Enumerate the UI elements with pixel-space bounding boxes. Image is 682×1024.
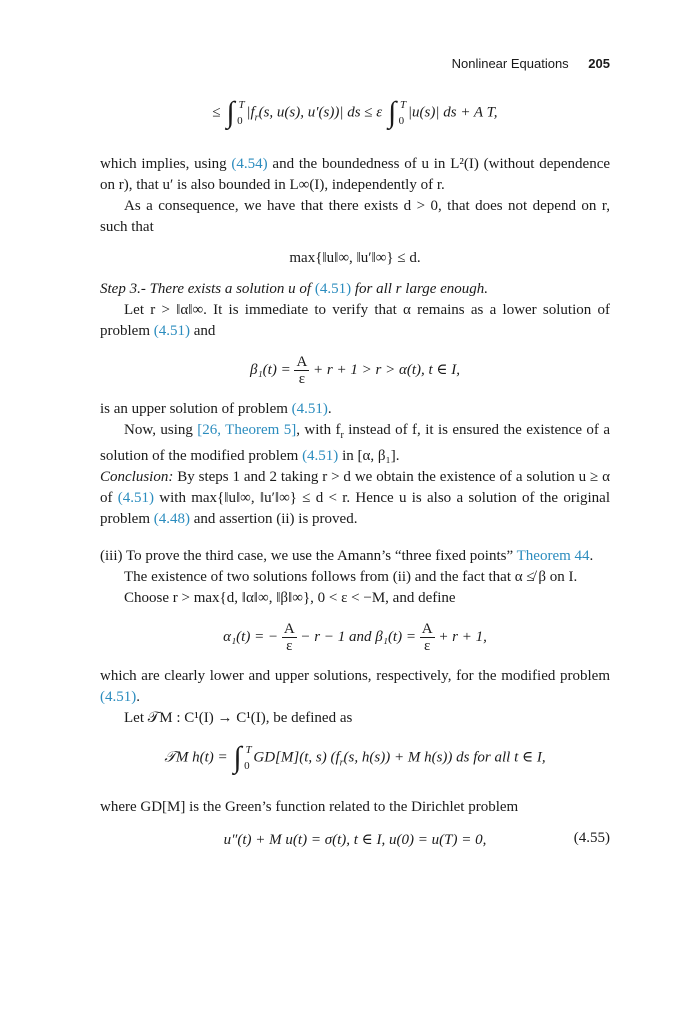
fraction: $\frac{A}{\varepsilon}$ — [421, 621, 433, 654]
paragraph-9: Choose r > max{d, ‖α‖∞, ‖β‖∞}, 0 < ε < −M, and define — [124, 590, 456, 606]
paragraph-iii: (iii) To prove the third case, we use the Amann’s “three fixed points” Theorem 44. — [100, 548, 594, 564]
paragraph-3: Let r > ‖α‖∞. It is immediate to verify that α remains as a lower solution of problem (4.51) and — [100, 302, 610, 339]
ref-theorem-44[interactable]: Theorem 44 — [516, 548, 590, 564]
ref-4-51[interactable]: (4.51) — [314, 281, 352, 297]
paragraph-10: which are clearly lower and upper solutions, respectively, for the modified problem (4.51). — [100, 668, 610, 705]
paragraph-8: The existence of two solutions follows from (ii) and the fact that α ≰ β on I. — [124, 569, 578, 585]
equation-top: ≤ ∫ T 0 $|f_r(s$, u(s), u′(s))| ds ≤ ε ∫ T 0 |u(s)| ds + A T, — [212, 96, 498, 129]
equation-beta: β₁(t) = $\frac{A}{\varepsilon}$ + r + 1 > r > α(t), t ∈ I, — [249, 354, 461, 387]
step-3-heading: Step 3.- There exists a solution u of (4.51) for all r large enough. — [100, 281, 489, 297]
running-title: Nonlinear Equations — [451, 56, 569, 71]
page-body — [100, 88, 610, 849]
equation-operator: 𝒯M h(t) = ∫ T 0 GD[M](t, s) ($f_r(s$, h(s)) + M h(s)) ds for all t ∈ I, — [164, 741, 546, 774]
ref-4-51[interactable]: (4.51) — [302, 448, 339, 464]
paragraph-4: is an upper solution of problem (4.51). — [100, 401, 332, 417]
ref-4-51[interactable]: (4.51) — [117, 490, 155, 506]
integral-sign: ∫ T 0 — [387, 96, 407, 129]
paragraph-conclusion: Conclusion: By steps 1 and 2 taking r > d we obtain the existence of a solution u ≥ α of (4.51) with max{‖u‖∞, ‖u′‖∞} ≤ d < r. Hence u is also a solution of the original problem (4.48) and assertion (ii) is proved. — [100, 469, 610, 527]
equation-max: max{‖u‖∞, ‖u′‖∞} ≤ d. — [289, 250, 421, 266]
ref-4-48[interactable]: (4.48) — [153, 511, 190, 527]
page-number: 205 — [588, 56, 610, 71]
integral-sign: ∫ T 0 — [233, 741, 252, 774]
equation-alpha-beta: α₁(t) = − $\frac{A}{\varepsilon}$ − r − 1 and β₁(t) = $\frac{A}{\varepsilon}$ + r + 1, — [223, 621, 487, 654]
paragraph-12: where GD[M] is the Green’s function related to the Dirichlet problem — [100, 799, 519, 815]
ref-4-54[interactable]: (4.54) — [231, 156, 268, 172]
ref-4-51[interactable]: (4.51) — [153, 323, 190, 339]
paragraph-1: which implies, using (4.54) and the boundedness of u in L²(I) (without dependence on r), that u′ is also bounded in L∞(I), independently of r. — [100, 156, 611, 193]
paragraph-11: Let 𝒯M : C¹(I) → C¹(I), be defined as — [124, 710, 353, 726]
integral-sign: ∫ T 0 — [226, 96, 245, 129]
ref-4-51[interactable]: (4.51) — [291, 401, 328, 417]
paragraph-2: As a consequence, we have that there exists d > 0, that does not depend on r, such that — [100, 198, 610, 235]
ref-26-theorem-5[interactable]: [26, Theorem 5] — [197, 422, 297, 438]
paragraph-5: Now, using [26, Theorem 5], with $f_r$ instead of f, it is ensured the existence of a solution of the modified problem (4.51) in [α, β₁]. — [100, 422, 610, 464]
fraction: $\frac{A}{\varepsilon}$ — [296, 354, 308, 387]
equation-number: (4.55) — [573, 830, 610, 846]
page-header — [452, 56, 610, 71]
fraction: $\frac{A}{\varepsilon}$ — [283, 621, 295, 654]
ref-4-51[interactable]: (4.51) — [100, 689, 137, 705]
equation-4-55: u″(t) + M u(t) = σ(t), t ∈ I, u(0) = u(T) = 0, (4.55) — [223, 830, 610, 848]
